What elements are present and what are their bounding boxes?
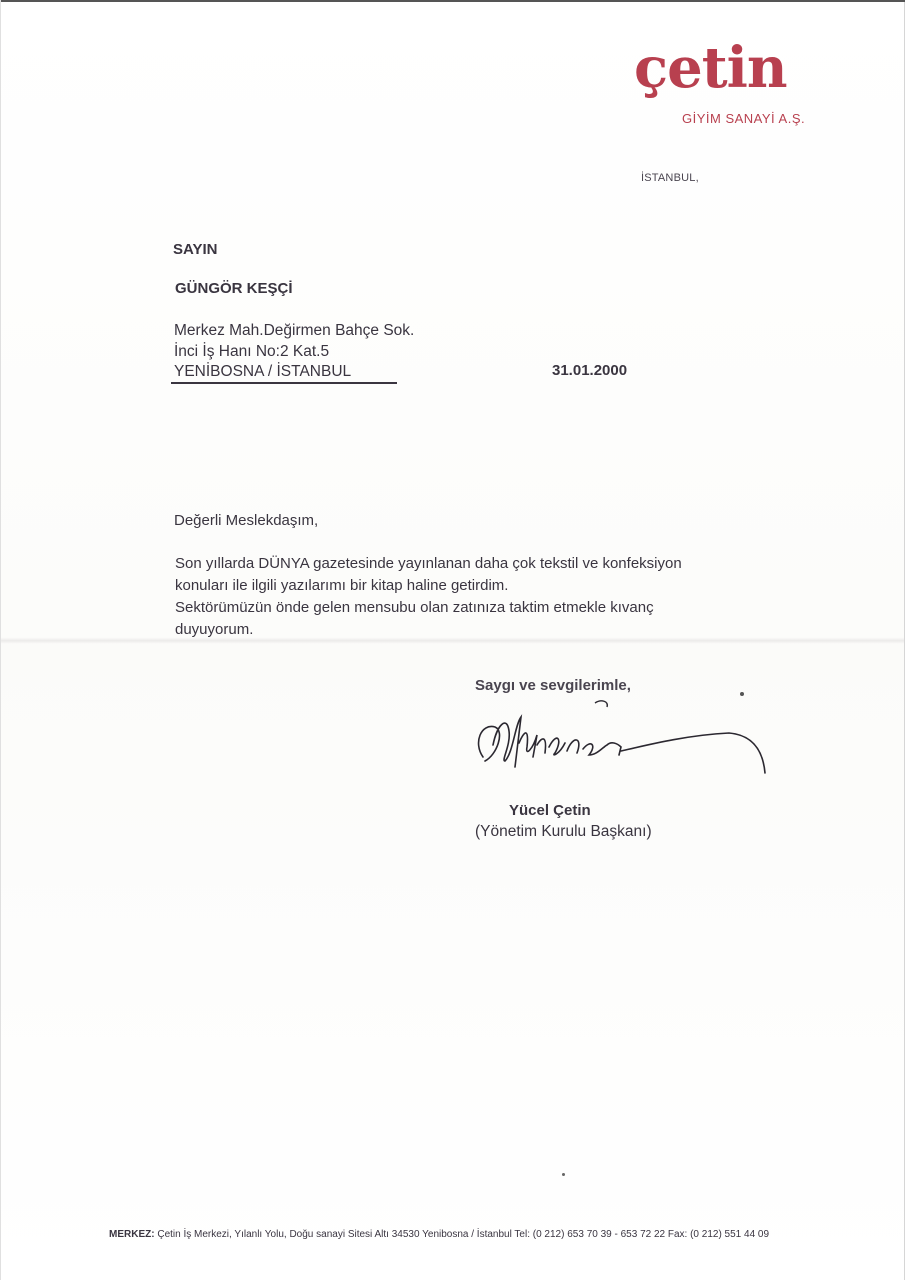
- recipient-address-line2: İnci İş Hanı No:2 Kat.5: [174, 343, 330, 360]
- letter-city: İSTANBUL,: [641, 172, 699, 184]
- signer-name: Yücel Çetin: [509, 802, 591, 819]
- recipient-salutation-title: SAYIN: [173, 241, 218, 258]
- letter-date: 31.01.2000: [552, 362, 628, 379]
- recipient-address-line1: Merkez Mah.Değirmen Bahçe Sok.: [174, 322, 415, 339]
- address-underline: [171, 382, 397, 384]
- letter-body: [175, 553, 775, 641]
- ink-speck: [562, 1173, 565, 1176]
- recipient-address-line3: YENİBOSNA / İSTANBUL: [174, 363, 352, 380]
- body-line: Son yıllarda DÜNYA gazetesinde yayınlanan daha çok tekstil ve konfeksiyon: [175, 555, 682, 572]
- handwritten-signature: [467, 695, 777, 785]
- footer-address: Çetin İş Merkezi, Yılanlı Yolu, Doğu sanayi Sitesi Altı 34530 Yenibosna / İstanbul Tel: (0 212) 653 70 39 - 653 72 22 Fax: (0 212) 551 44 09: [154, 1229, 770, 1240]
- letterhead-footer: [109, 1229, 769, 1240]
- signer-title: (Yönetim Kurulu Başkanı): [475, 823, 652, 840]
- company-logo: çetin: [634, 35, 787, 101]
- body-line: konuları ile ilgili yazılarımı bir kitap haline getirdim.: [175, 577, 509, 594]
- scan-edge: [1, 0, 905, 2]
- closing: Saygı ve sevgilerimle,: [475, 677, 631, 694]
- greeting: Değerli Meslekdaşım,: [174, 512, 319, 529]
- footer-label: MERKEZ:: [109, 1229, 155, 1240]
- company-subtitle: GİYİM SANAYİ A.Ş.: [682, 111, 806, 126]
- recipient-name: GÜNGÖR KEŞÇİ: [175, 280, 293, 297]
- body-line: duyuyorum.: [175, 621, 254, 638]
- body-line: Sektörümüzün önde gelen mensubu olan zatınıza taktim etmekle kıvanç: [175, 599, 654, 616]
